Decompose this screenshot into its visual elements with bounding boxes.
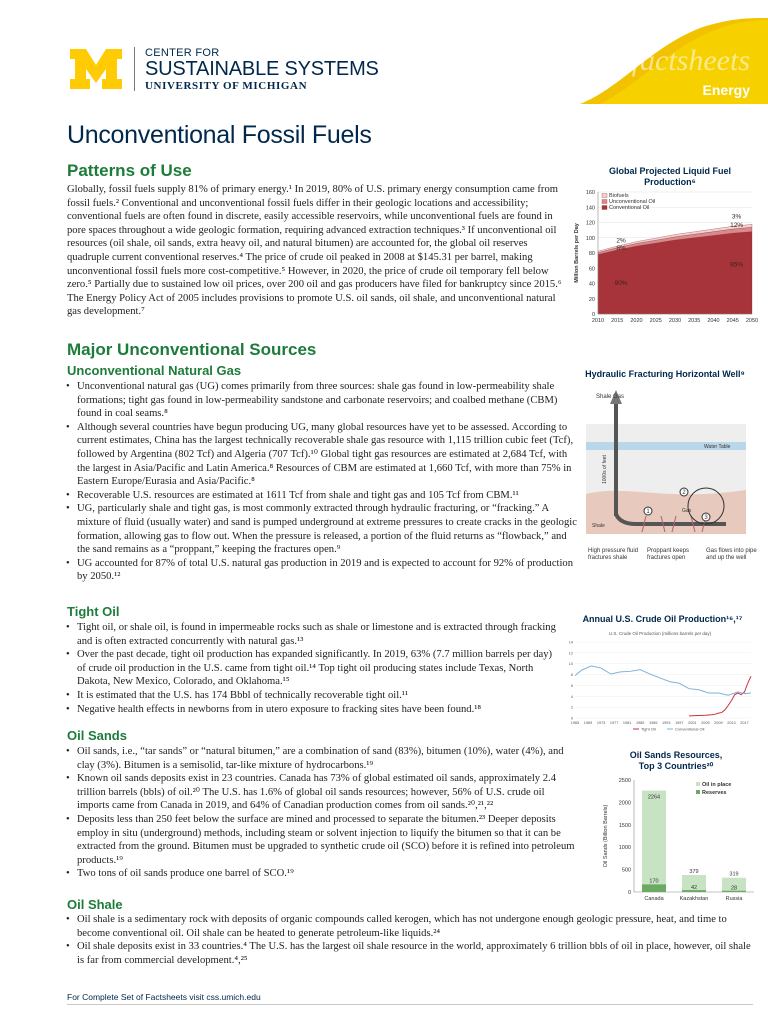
x-tick-label: 1977 [609, 721, 619, 725]
label-gas: Gas [682, 508, 692, 514]
factsheets-banner [580, 18, 768, 104]
x-tick-label: 2017 [740, 721, 749, 725]
oil-sands-chart [598, 774, 758, 910]
x-tick-label: Kazakhstan [679, 896, 709, 902]
y-tick-label: 60 [588, 266, 595, 273]
legend-label: Oil in place [702, 782, 732, 788]
subheading-oil-sands: Oil Sands [67, 728, 127, 743]
data-label-reserves: 28 [730, 885, 738, 892]
line-series-conventional-oil [575, 666, 751, 695]
fracking-diagram [586, 384, 746, 570]
step-caption-1: High pressure fluid fractures shale [588, 548, 639, 561]
y-tick-label: 8 [570, 673, 573, 678]
list-item: • Although several countries have begun producing UG, many global resources have yet to be assessed. According to current estimates, China has the largest technically recoverable shale gas resource with 1,115 trillion cubic feet (Tcf), followed by Argentina (802 Tcf) and Algeria (707 Tcf).¹⁰ Global tight gas resources are estimated at 2,684 Tcf, with the largest in Asia/Pacific and Latin America.⁸ Resources of CBM are estimated at 1,660 Tcf, with more than 75% in Eastern Europe/Eurasia and Asia/Pacific.⁸ [65, 421, 577, 489]
org-line-3: UNIVERSITY OF MICHIGAN [145, 80, 308, 92]
oil-shale-bullets [65, 913, 753, 967]
svg-text:1: 1 [646, 509, 650, 515]
x-tick-label: 1989 [648, 721, 658, 725]
x-tick-label: 1993 [662, 721, 671, 725]
line-series-tight-oil [689, 676, 751, 716]
y-tick-label: 6 [570, 683, 573, 688]
section-heading-patterns: Patterns of Use [67, 161, 192, 180]
legend-label: Conventional Oil [609, 205, 650, 211]
legend-label: Tight Oil [641, 726, 656, 732]
label-shale-gas: Shale Gas [596, 394, 625, 400]
logo-divider [134, 47, 135, 91]
y-axis-label: Oil Sands (Billion Barrels) [603, 804, 609, 868]
data-label-oil-in-place: 379 [689, 869, 699, 876]
list-item: • Tight oil, or shale oil, is found in impermeable rocks such as shale or limestone and is extracted through fracking and is often extracted concurrently with natural gas.¹³ [65, 621, 562, 648]
y-tick-label: 10 [568, 662, 573, 667]
legend-swatch [602, 206, 607, 210]
y-tick-label: 12 [568, 651, 573, 656]
natural-gas-bullets [65, 380, 577, 584]
liquid-fuel-title-line1: Global Projected Liquid Fuel [608, 166, 731, 176]
oil-sands-title-line2: Top 3 Countries²⁰ [638, 761, 714, 771]
x-tick-label: Canada [644, 896, 664, 902]
y-tick-label: 1500 [618, 822, 631, 829]
subheading-natural-gas: Unconventional Natural Gas [67, 363, 242, 378]
label-depth: 1000s of feet [602, 455, 608, 484]
list-item: • Oil shale is a sedimentary rock with deposits of organic compounds called kerogen, which has not undergone enough geologic pressure, heat, and time to become conventional oil. Oil shale can be heated to generate petroleum-like liquids.²⁴ [65, 913, 753, 940]
x-tick-label: 2005 [701, 721, 710, 725]
bar-reserves [642, 884, 666, 892]
y-tick-label: 40 [588, 281, 595, 288]
y-tick-label: 160 [585, 190, 595, 196]
y-tick-label: 100 [585, 235, 595, 242]
legend-label: Reserves [702, 790, 727, 796]
x-tick-label: 2015 [611, 318, 624, 324]
page-title: Unconventional Fossil Fuels [67, 121, 372, 149]
subheading-oil-shale: Oil Shale [67, 897, 123, 912]
footer-rule [67, 1004, 753, 1005]
y-tick-label: 0 [627, 890, 631, 896]
svg-text:3: 3 [704, 515, 708, 521]
y-tick-label: 2 [570, 705, 573, 710]
legend-swatch [602, 194, 607, 198]
section-heading-major: Major Unconventional Sources [67, 340, 317, 359]
list-item: • Deposits less than 250 feet below the surface are mined and processed to separate the bitumen.²³ Deeper deposits employ in situ (underground) methods, including steam or solvent injection to liquify the bitumen so that it can be extracted from the ground. Bitumen must be upgraded to synthetic crude oil (SCO) before it is refined into petroleum products.¹⁹ [65, 813, 577, 867]
subheading-tight-oil: Tight Oil [67, 604, 120, 619]
x-tick-label: 2013 [727, 721, 736, 725]
legend-label: Conventional Oil [675, 726, 705, 732]
shale-layer [586, 490, 746, 534]
x-tick-label: Russia [725, 896, 743, 902]
legend-label: Biofuels [609, 193, 629, 199]
bar-oil-in-place [642, 791, 666, 892]
y-axis-label: Million Barrels per Day [574, 223, 580, 283]
list-item: • Oil shale deposits exist in 33 countries.⁴ The U.S. has the largest oil shale resource in the world, approximately 6 trillion bbls of oil in place, however, oil shale is far from commercial development.⁴,²⁵ [65, 940, 753, 967]
x-tick-label: 2035 [688, 318, 701, 324]
legend-swatch [602, 200, 607, 204]
fracking-diagram-title: Hydraulic Fracturing Horizontal Well⁹ [585, 369, 745, 379]
well-pipe [614, 404, 618, 516]
x-tick-label: 2030 [668, 318, 682, 324]
y-tick-label: 120 [585, 220, 595, 227]
data-label: 12% [730, 222, 744, 230]
y-tick-label: 500 [621, 867, 631, 874]
page-header [0, 0, 768, 105]
list-item: • UG accounted for 87% of total U.S. natural gas production in 2019 and is expected to account for 92% of production by 2050.¹² [65, 557, 577, 584]
data-label: 85% [730, 261, 744, 269]
svg-text:2: 2 [682, 490, 686, 496]
legend-swatch [696, 790, 700, 794]
oil-sands-bullets [65, 745, 577, 881]
org-line-2: SUSTAINABLE SYSTEMS [145, 58, 379, 80]
list-item: • Recoverable U.S. resources are estimated at 1611 Tcf from shale and tight gas and 105 Tcf from CBM.¹¹ [65, 489, 577, 503]
y-tick-label: 0 [591, 312, 595, 318]
crude-oil-chart [563, 628, 758, 734]
banner-subtitle: Energy [702, 82, 750, 98]
x-tick-label: 2020 [630, 318, 643, 324]
y-tick-label: 140 [585, 205, 595, 212]
y-tick-label: 1000 [618, 845, 631, 852]
list-item: • Two tons of oil sands produce one barrel of SCO.¹⁹ [65, 867, 577, 881]
data-label-oil-in-place: 2264 [647, 794, 661, 801]
list-item: • It is estimated that the U.S. has 174 Bbbl of technically recoverable tight oil.¹¹ [65, 689, 562, 703]
data-label: 2% [616, 237, 626, 245]
step-caption-2: Proppant keeps fractures open [647, 548, 690, 561]
x-tick-label: 2025 [649, 318, 662, 324]
organization-name [145, 47, 379, 92]
org-line-1: CENTER FOR [145, 47, 220, 59]
list-item: • Unconventional natural gas (UG) comes primarily from three sources: shale gas found in low-permeability shale formations; tight gas found in low-permeability sandstone and carbonate reservoirs; and coalbed methane (CBM) found in coal seams.⁸ [65, 380, 577, 421]
data-label-reserves: 170 [649, 878, 659, 885]
chart-subtitle: U.S. Crude Oil Production (millions barrels per day) [608, 631, 712, 636]
oil-sands-title-line1: Oil Sands Resources, [629, 750, 723, 760]
y-tick-label: 0 [570, 716, 573, 721]
y-tick-label: 80 [588, 251, 595, 257]
x-tick-label: 1985 [635, 721, 645, 725]
x-tick-label: 1965 [570, 721, 580, 725]
label-water-table: Water Table [704, 444, 731, 450]
data-label: 90% [614, 280, 628, 288]
x-tick-label: 1981 [622, 721, 632, 725]
data-label: 8% [616, 244, 626, 252]
oil-sands-chart-title [596, 750, 756, 772]
x-tick-label: 1997 [675, 721, 684, 725]
block-m-logo [68, 47, 124, 91]
fracking-step-captions [588, 548, 758, 562]
footer-link-text: For Complete Set of Factsheets visit css.umich.edu [67, 992, 261, 1002]
data-label: 3% [731, 213, 742, 221]
x-tick-label: 2001 [688, 721, 697, 725]
liquid-fuel-chart-title [580, 166, 760, 188]
x-tick-label: 2045 [726, 318, 739, 324]
legend-label: Unconventional Oil [609, 199, 656, 205]
y-tick-label: 4 [570, 694, 573, 699]
crude-oil-chart-title: Annual U.S. Crude Oil Production¹⁶,¹⁷ [582, 614, 743, 624]
x-tick-label: 1973 [596, 721, 606, 725]
list-item: • Negative health effects in newborns from in utero exposure to fracking sites have been found.¹⁸ [65, 703, 562, 717]
x-tick-label: 2010 [591, 318, 605, 324]
data-label-reserves: 42 [690, 885, 698, 892]
x-tick-label: 1969 [583, 721, 593, 725]
label-shale: Shale [592, 523, 605, 529]
patterns-paragraph: Globally, fossil fuels supply 81% of primary energy.¹ In 2019, 80% of U.S. primary energy consumption came from fossil fuels.² Conventional and unconventional fossil fuels differ in their geologic locations and accessibility; conventional fuels are often found in discrete, easily accessible reservoirs, while unconventional fuels are found in pore spaces throughout a wide geologic formation, requiring advanced extraction techniques.³ If unconventional oil resources (oil shale, oil sands, extra heavy oil, and natural bitumen) are accounted for, the global oil reserves quadruple current conventional reserves.⁴ The price of crude oil peaked in 2008 at $145.31 per barrel, making unconventional fossil fuels more cost-competitive.⁵ However, in 2020, the price of crude oil temporary fell below zero.⁵ Partially due to sustained low oil prices, over 200 oil and gas producers have filed for bankruptcy since 2015.⁶ The Energy Policy Act of 2005 includes provisions to promote U.S. oil sands, oil shale, and unconventional natural gas development.⁷ [67, 184, 562, 318]
list-item: • Oil sands, i.e., “tar sands” or “natural bitumen,” are a combination of sand (83%), bitumen (10%), water (4%), and clay (3%). Bitumen is a semisolid, tar-like mixture of hydrocarbons.¹⁹ [65, 745, 577, 772]
x-tick-label: 2009 [714, 721, 723, 725]
y-tick-label: 20 [588, 296, 595, 303]
list-item: • Over the past decade, tight oil production has expanded significantly. In 2019, 63% (7.7 million barrels per day) of crude oil production in the U.S. came from tight oil.¹⁴ Top tight oil producing states include Texas, North Dakota, New Mexico, Colorado, and Oklahoma.¹⁵ [65, 648, 562, 689]
list-item: • UG, particularly shale and tight gas, is most commonly extracted through hydraulic fracturing, or “fracking.” A mixture of fluid (usually water) and sand is pumped underground at extreme pressures to create cracks in the geologic formation, allowing gas to flow out. When the pressure is released, a portion of the fluid returns as “flowback,” and the sand remains as a “proppant,” keeping the fractures open.⁹ [65, 502, 577, 556]
banner-title: factsheets [631, 44, 750, 77]
tight-oil-bullets [65, 621, 562, 716]
list-item: • Known oil sands deposits exist in 23 countries. Canada has 73% of global estimated oil sands, approximately 2.4 trillion barrels (bbls) of oil.²⁰ The U.S. has 1.6% of global oil sands resources; however, 56% of U.S. crude oil imports came from Canada in 2019, and 64% of Canadian production comes from oil sands.²⁰,²¹,²² [65, 772, 577, 813]
data-label-oil-in-place: 319 [729, 871, 739, 878]
liquid-fuel-title-line2: Production⁶ [644, 177, 696, 187]
x-tick-label: 2040 [707, 318, 720, 324]
y-tick-label: 2000 [618, 800, 631, 807]
step-caption-3: Gas flows into pipe and up the well [706, 548, 757, 561]
liquid-fuel-chart [572, 186, 758, 328]
y-tick-label: 2500 [618, 778, 631, 784]
y-tick-label: 14 [568, 640, 573, 645]
x-tick-label: 2050 [745, 318, 758, 324]
legend-swatch [696, 782, 700, 786]
